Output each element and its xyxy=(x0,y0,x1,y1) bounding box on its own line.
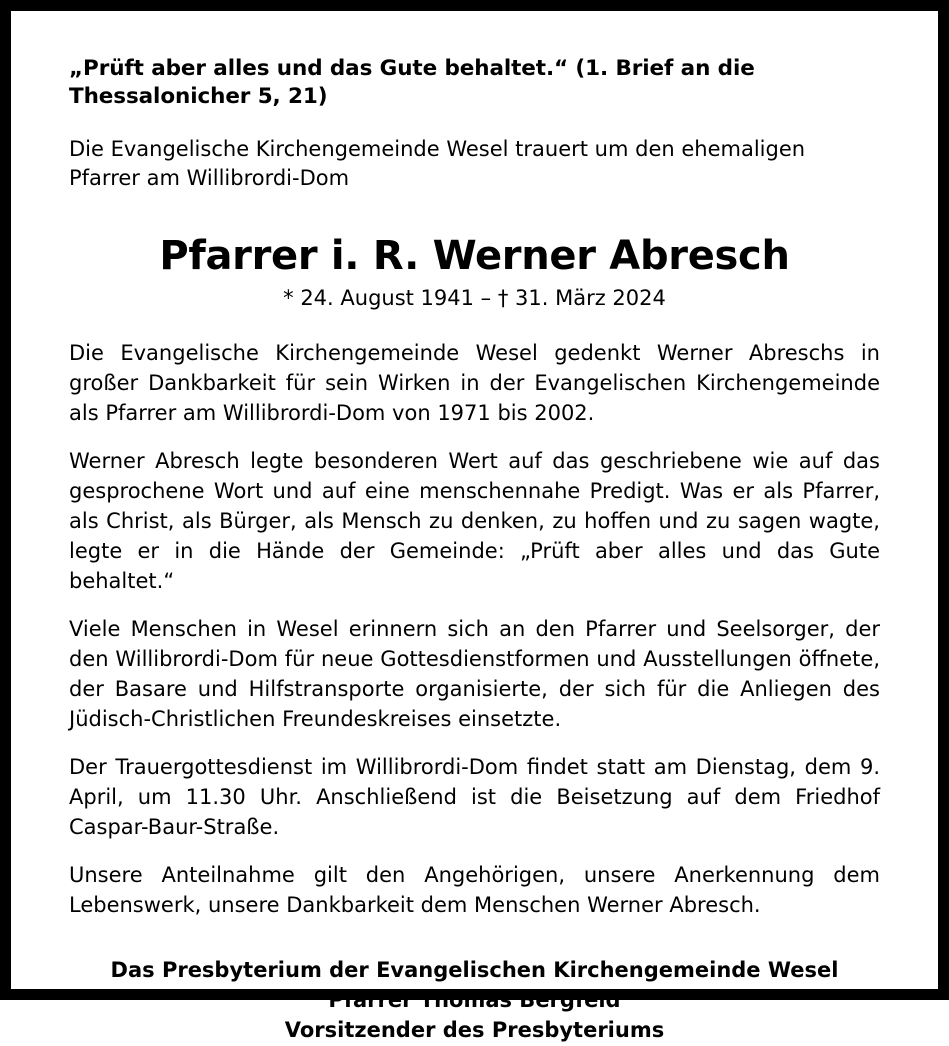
body-paragraph: Viele Menschen in Wesel erinnern sich an den Pfarrer und Seelsorger, der den Willibrordi-Dom für neue Gottesdienstformen und Ausstellungen öffnete, der Basare und Hilfstransporte organisierte, der sich für die Anliegen des Jüdisch-Christlichen Freundeskreises einsetzte. xyxy=(69,617,880,732)
life-dates: * 24. August 1941 – † 31. März 2024 xyxy=(283,285,666,310)
signature-line: Das Presbyterium der Evangelischen Kirchengemeinde Wesel xyxy=(110,958,839,983)
signature-line: Pfarrer Thomas Bergfeld xyxy=(328,988,621,1013)
intro-text: Die Evangelische Kirchengemeinde Wesel trauert um den ehemaligen Pfarrer am Willibrordi-Dom xyxy=(69,136,806,190)
deceased-name: Pfarrer i. R. Werner Abresch xyxy=(159,232,790,279)
body-paragraph: Unsere Anteilnahme gilt den Angehörigen, unsere Anerkennung dem Lebenswerk, unsere Dankbarkeit dem Menschen Werner Abresch. xyxy=(69,863,880,918)
body-paragraph: Werner Abresch legte besonderen Wert auf das geschriebene wie auf das gesprochene Wort und auf eine menschennahe Predigt. Was er als Pfarrer, als Christ, als Bürger, als Mensch zu denken, zu hoffen und zu sagen wagte, legte er in die Hände der Gemeinde: „Prüft aber alles und das Gute behaltet.“ xyxy=(69,449,880,594)
deceased-name-block xyxy=(69,233,880,312)
body-paragraph: Die Evangelische Kirchengemeinde Wesel gedenkt Werner Abreschs in großer Dankbarkeit für sein Wirken in der Evangelischen Kirchengemeinde als Pfarrer am Willibrordi-Dom von 1971 bis 2002. xyxy=(69,341,880,426)
signature-line: Vorsitzender des Presbyteriums xyxy=(284,1018,665,1042)
body-paragraph: Der Trauergottesdienst im Willibrordi-Dom findet statt am Dienstag, dem 9. April, um 11.30 Uhr. Anschließend ist die Beisetzung auf dem Friedhof Caspar-Baur-Straße. xyxy=(69,755,880,840)
signature-block xyxy=(69,956,880,1045)
scripture-quote: „Prüft aber alles und das Gute behaltet.“ (1. Brief an die Thessalonicher 5, 21) xyxy=(69,56,755,109)
notice-content xyxy=(11,11,938,1042)
